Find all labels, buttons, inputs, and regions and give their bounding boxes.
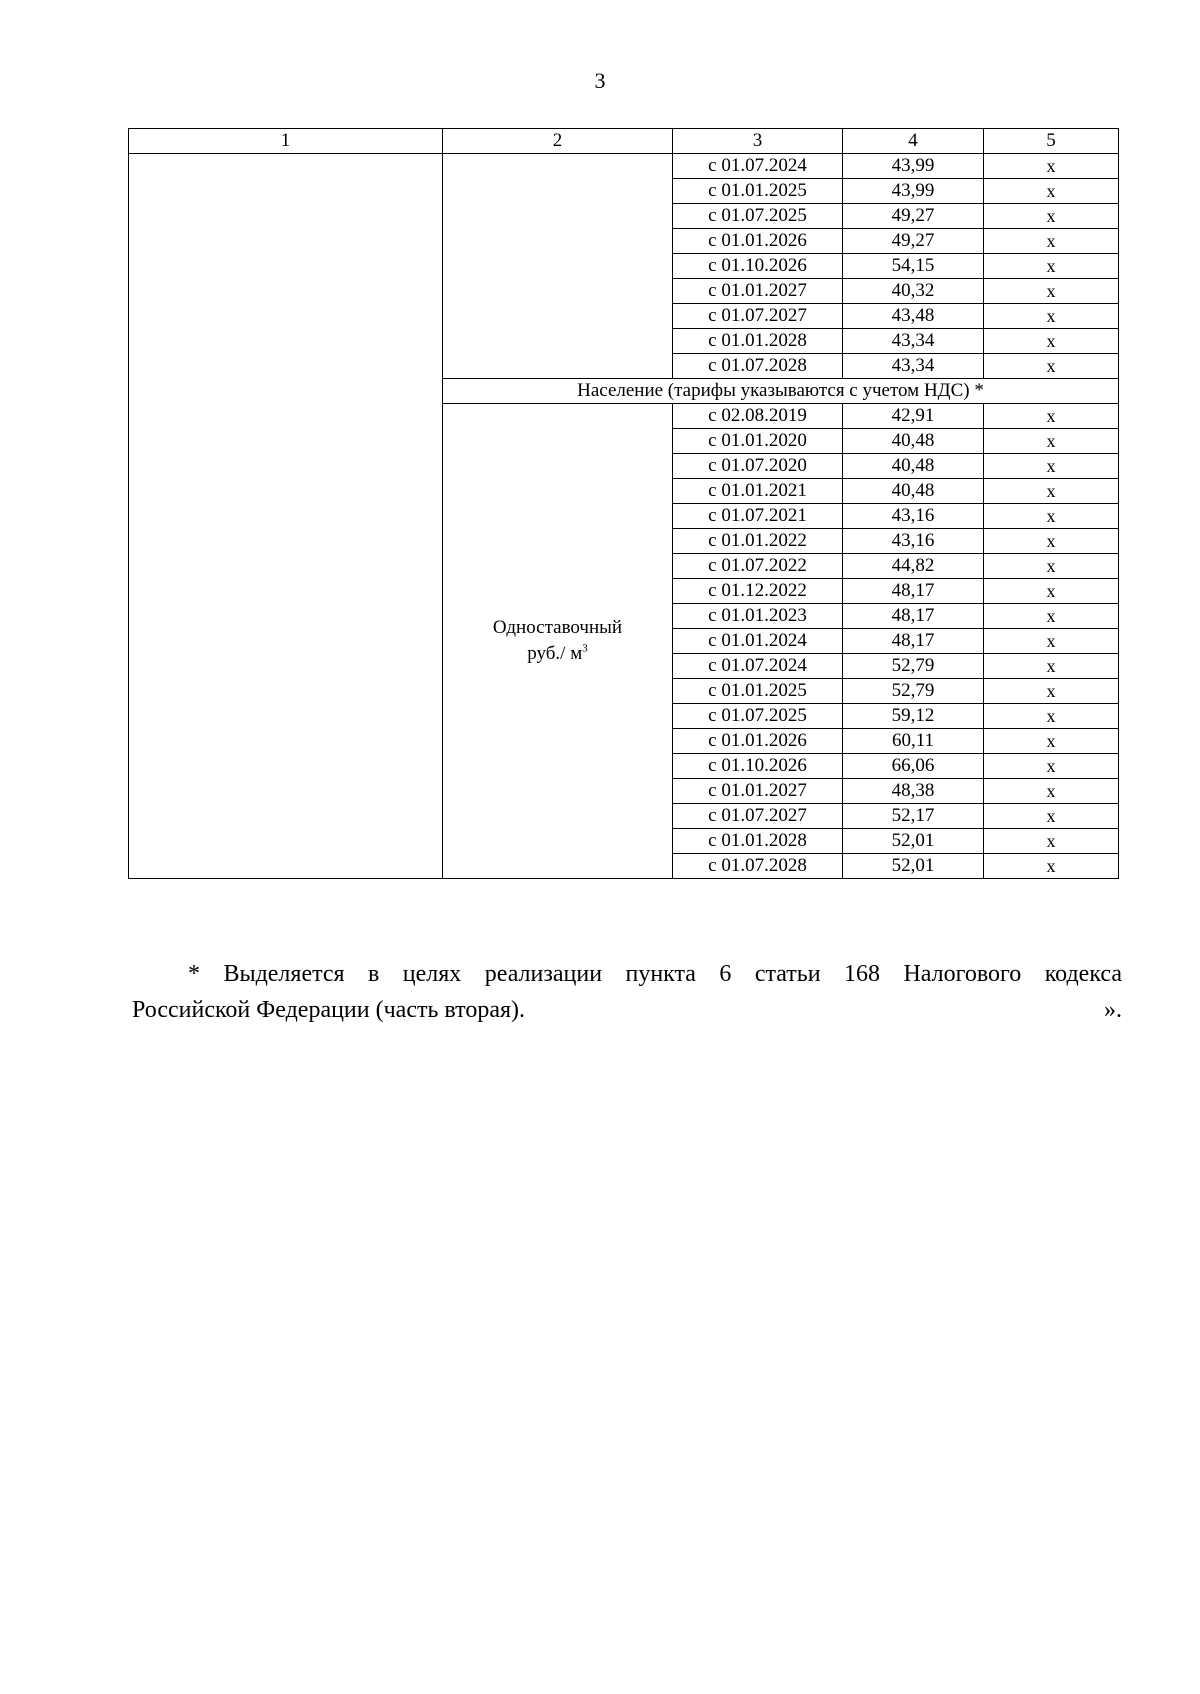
- tariff-type: Одноставочный: [492, 617, 623, 638]
- footnote-line-1: * Выделяется в целях реализации пункта 6 статьи 168 Налогового кодекса: [188, 961, 1122, 987]
- value-cell: 48,17: [843, 629, 984, 654]
- column-number-5: 5: [984, 129, 1119, 154]
- tariff-type-cell: [443, 404, 673, 879]
- footnote: [132, 956, 1122, 1028]
- date-cell: с 01.07.2027: [673, 304, 843, 329]
- mark-cell: x: [984, 579, 1119, 604]
- date-cell: с 01.07.2020: [673, 454, 843, 479]
- date-cell: с 01.07.2021: [673, 504, 843, 529]
- value-cell: 49,27: [843, 229, 984, 254]
- tariff-table-body: [129, 129, 1119, 879]
- date-cell: с 02.08.2019: [673, 404, 843, 429]
- date-cell: с 01.01.2025: [673, 679, 843, 704]
- value-cell: 42,91: [843, 404, 984, 429]
- value-cell: 40,32: [843, 279, 984, 304]
- column-2-cell: [443, 154, 673, 379]
- mark-cell: x: [984, 354, 1119, 379]
- date-cell: с 01.10.2026: [673, 254, 843, 279]
- mark-cell: x: [984, 729, 1119, 754]
- mark-cell: x: [984, 604, 1119, 629]
- date-cell: с 01.07.2024: [673, 154, 843, 179]
- mark-cell: x: [984, 654, 1119, 679]
- mark-cell: x: [984, 454, 1119, 479]
- value-cell: 52,79: [843, 679, 984, 704]
- mark-cell: x: [984, 479, 1119, 504]
- value-cell: 40,48: [843, 429, 984, 454]
- mark-cell: x: [984, 229, 1119, 254]
- mark-cell: x: [984, 329, 1119, 354]
- mark-cell: x: [984, 779, 1119, 804]
- value-cell: 43,99: [843, 179, 984, 204]
- value-cell: 43,16: [843, 504, 984, 529]
- column-number-4: 4: [843, 129, 984, 154]
- mark-cell: x: [984, 529, 1119, 554]
- mark-cell: x: [984, 154, 1119, 179]
- date-cell: с 01.01.2026: [673, 229, 843, 254]
- footnote-line-2-text: Российской Федерации (часть вторая).: [132, 997, 526, 1023]
- tariff-unit: [447, 641, 668, 667]
- date-cell: с 01.07.2028: [673, 354, 843, 379]
- date-cell: с 01.01.2024: [673, 629, 843, 654]
- value-cell: 43,34: [843, 329, 984, 354]
- date-cell: с 01.12.2022: [673, 579, 843, 604]
- value-cell: 49,27: [843, 204, 984, 229]
- date-cell: с 01.01.2027: [673, 779, 843, 804]
- mark-cell: x: [984, 554, 1119, 579]
- date-cell: с 01.07.2025: [673, 204, 843, 229]
- date-cell: с 01.07.2022: [673, 554, 843, 579]
- value-cell: 48,17: [843, 579, 984, 604]
- value-cell: 52,01: [843, 854, 984, 879]
- mark-cell: x: [984, 179, 1119, 204]
- date-cell: с 01.01.2026: [673, 729, 843, 754]
- date-cell: с 01.07.2024: [673, 654, 843, 679]
- value-cell: 48,38: [843, 779, 984, 804]
- value-cell: 43,34: [843, 354, 984, 379]
- mark-cell: x: [984, 254, 1119, 279]
- section-header: Население (тарифы указываются с учетом НДС) *: [443, 379, 1119, 404]
- column-number-row: [129, 129, 1119, 154]
- page-number: 3: [594, 68, 606, 93]
- column-number-1: 1: [129, 129, 443, 154]
- value-cell: 43,16: [843, 529, 984, 554]
- value-cell: 60,11: [843, 729, 984, 754]
- column-number-2: 2: [443, 129, 673, 154]
- mark-cell: x: [984, 304, 1119, 329]
- mark-cell: x: [984, 629, 1119, 654]
- column-number-3: 3: [673, 129, 843, 154]
- value-cell: 48,17: [843, 604, 984, 629]
- mark-cell: x: [984, 404, 1119, 429]
- mark-cell: x: [984, 804, 1119, 829]
- value-cell: 44,82: [843, 554, 984, 579]
- mark-cell: x: [984, 829, 1119, 854]
- date-cell: с 01.01.2028: [673, 829, 843, 854]
- unit-text: руб./ м: [527, 643, 583, 664]
- date-cell: с 01.07.2025: [673, 704, 843, 729]
- value-cell: 52,79: [843, 654, 984, 679]
- mark-cell: x: [984, 679, 1119, 704]
- value-cell: 54,15: [843, 254, 984, 279]
- mark-cell: x: [984, 279, 1119, 304]
- date-cell: с 01.07.2028: [673, 854, 843, 879]
- table-row: [129, 154, 1119, 179]
- date-cell: с 01.10.2026: [673, 754, 843, 779]
- mark-cell: x: [984, 204, 1119, 229]
- date-cell: с 01.01.2028: [673, 329, 843, 354]
- date-cell: с 01.01.2023: [673, 604, 843, 629]
- unit-superscript: 3: [582, 642, 588, 655]
- value-cell: 52,01: [843, 829, 984, 854]
- mark-cell: x: [984, 504, 1119, 529]
- column-1-cell: [129, 154, 443, 879]
- footnote-line-2: [132, 992, 1122, 1028]
- date-cell: с 01.01.2021: [673, 479, 843, 504]
- date-cell: с 01.01.2027: [673, 279, 843, 304]
- mark-cell: x: [984, 854, 1119, 879]
- date-cell: с 01.01.2025: [673, 179, 843, 204]
- value-cell: 40,48: [843, 454, 984, 479]
- closing-quote: ».: [1104, 997, 1122, 1023]
- value-cell: 43,48: [843, 304, 984, 329]
- mark-cell: x: [984, 429, 1119, 454]
- mark-cell: x: [984, 704, 1119, 729]
- date-cell: с 01.01.2022: [673, 529, 843, 554]
- mark-cell: x: [984, 754, 1119, 779]
- value-cell: 40,48: [843, 479, 984, 504]
- date-cell: с 01.07.2027: [673, 804, 843, 829]
- value-cell: 66,06: [843, 754, 984, 779]
- value-cell: 43,99: [843, 154, 984, 179]
- tariff-table: [128, 128, 1119, 879]
- value-cell: 59,12: [843, 704, 984, 729]
- value-cell: 52,17: [843, 804, 984, 829]
- date-cell: с 01.01.2020: [673, 429, 843, 454]
